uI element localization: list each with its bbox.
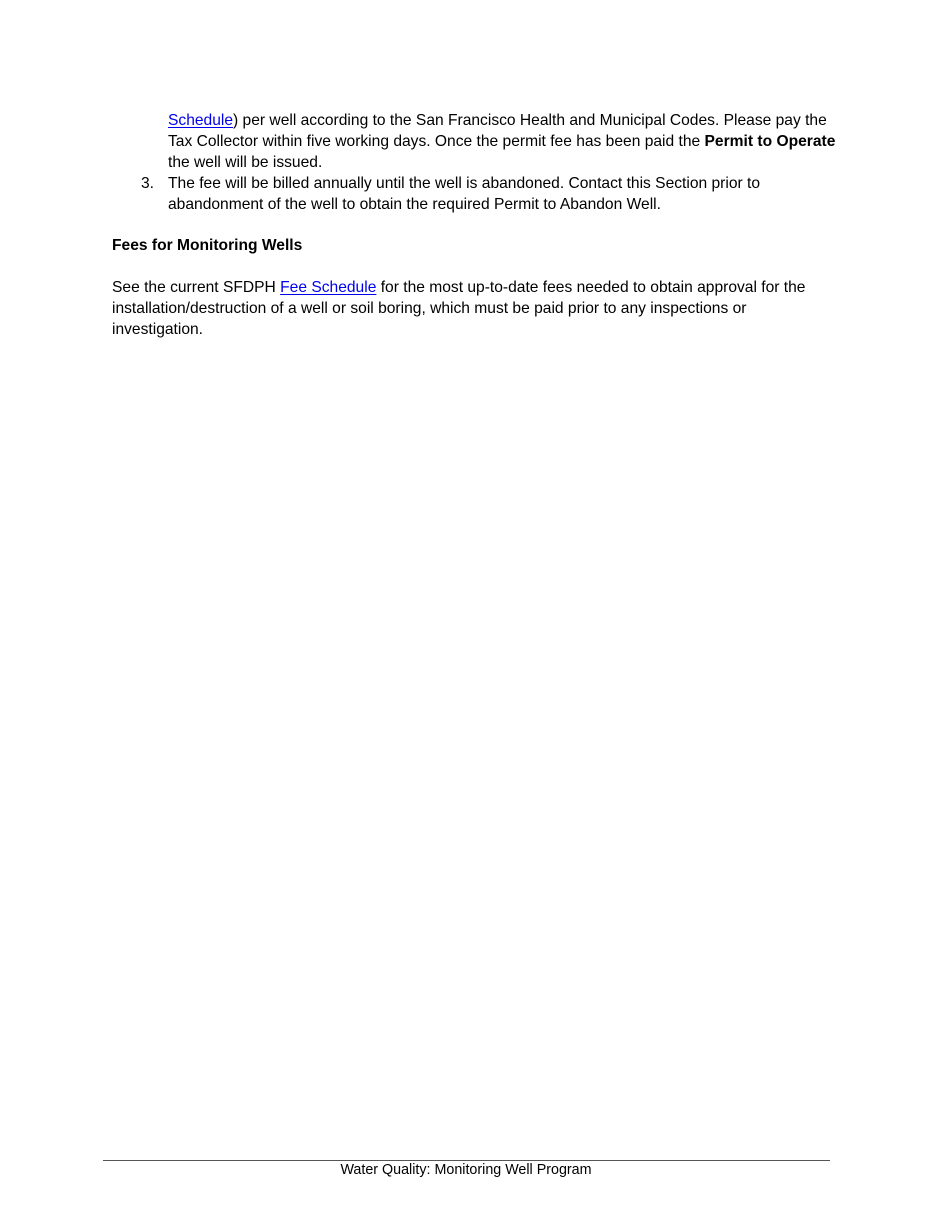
paragraph-line-1-after: for the most up-to-date fees needed to obtain approval for the <box>376 279 806 296</box>
list-item-line-1: The fee will be billed annually until the well is abandoned. Contact this Section prior to <box>168 175 761 192</box>
section-heading: Fees for Monitoring Wells <box>112 237 303 254</box>
permit-to-operate-bold: Permit to Operate <box>704 132 836 150</box>
continuation-line-2-text: Tax Collector within five working days. Once the permit fee has been paid the <box>168 132 705 150</box>
fee-schedule-link[interactable]: Fee Schedule <box>280 279 377 296</box>
paragraph-line-2: installation/destruction of a well or soil boring, which must be paid prior to any inspections or <box>112 299 747 317</box>
page-footer: Water Quality: Monitoring Well Program <box>340 1162 592 1178</box>
fees-paragraph <box>112 278 805 340</box>
paragraph-line-3: investigation. <box>112 320 204 338</box>
continuation-line-3: the well will be issued. <box>168 153 323 171</box>
paragraph-line-1-before: See the current SFDPH <box>112 279 281 296</box>
continuation-line-1-text: ) per well according to the San Francisco Health and Municipal Codes. Please pay the <box>233 112 827 129</box>
list-item-number: 3. <box>141 175 155 192</box>
list-item-body <box>168 174 760 216</box>
paragraph-line-1 <box>112 278 805 299</box>
continuation-line-2 <box>168 132 835 153</box>
permit-fee-continuation <box>168 111 835 173</box>
list-item-line-2: abandonment of the well to obtain the required Permit to Abandon Well. <box>168 195 661 213</box>
continuation-line-1 <box>168 111 835 132</box>
fee-schedule-link[interactable]: Schedule <box>168 112 234 129</box>
